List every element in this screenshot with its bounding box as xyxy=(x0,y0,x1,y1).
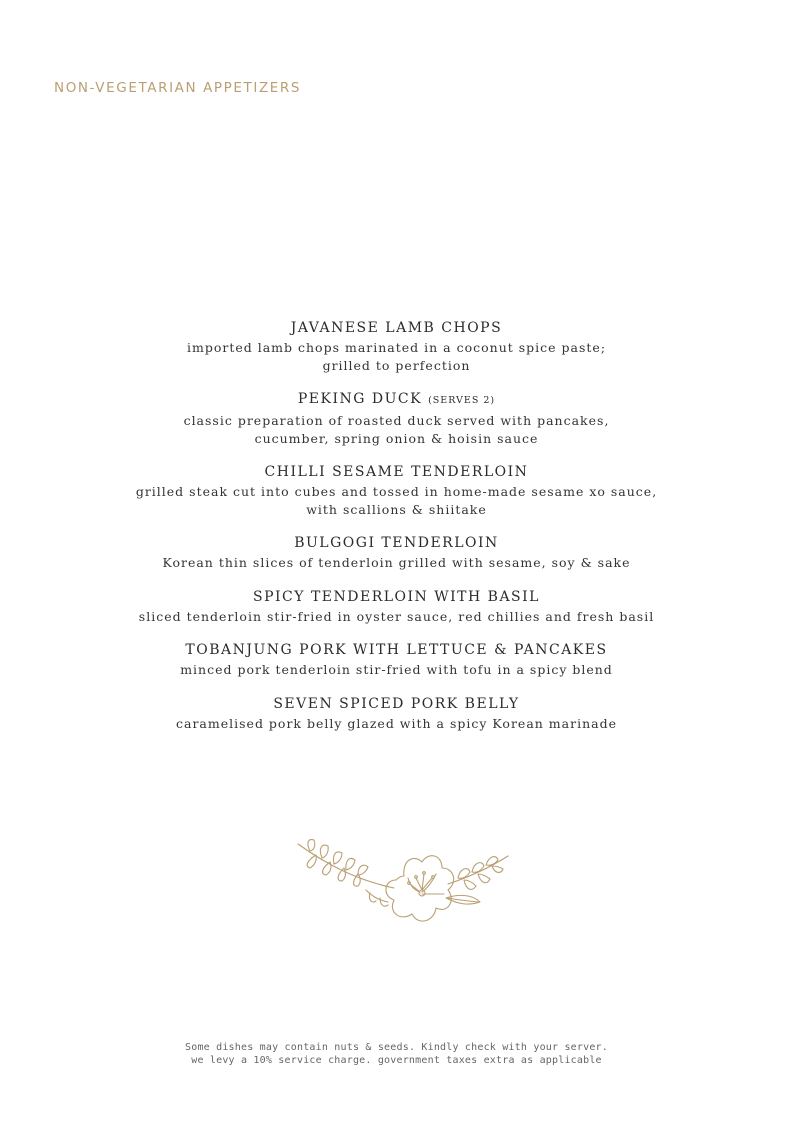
item-description-line: imported lamb chops marinated in a coconut spice paste; xyxy=(186,340,607,355)
menu-item xyxy=(0,389,793,447)
menu-list xyxy=(0,318,793,747)
footer-line-allergens: Some dishes may contain nuts & seeds. Kindly check with your server. xyxy=(185,1042,608,1053)
item-name: TOBANJUNG PORK WITH LETTUCE & PANCAKES xyxy=(185,642,608,658)
item-name: BULGOGI TENDERLOIN xyxy=(294,535,499,551)
item-name: PEKING DUCK xyxy=(297,391,423,407)
item-description xyxy=(0,715,793,733)
item-serving-note: (SERVES 2) xyxy=(428,395,496,406)
item-description xyxy=(0,483,793,518)
menu-item xyxy=(0,533,793,572)
item-description-line: classic preparation of roasted duck served with pancakes, xyxy=(183,413,610,428)
item-description xyxy=(0,412,793,447)
menu-item xyxy=(0,640,793,679)
item-description xyxy=(0,608,793,626)
item-name-row xyxy=(0,389,793,411)
item-description xyxy=(0,661,793,679)
item-name: JAVANESE LAMB CHOPS xyxy=(290,320,503,336)
section-title: NON-VEGETARIAN APPETIZERS xyxy=(54,80,302,96)
menu-item xyxy=(0,318,793,374)
item-name: CHILLI SESAME TENDERLOIN xyxy=(264,464,529,480)
item-description-line: minced pork tenderloin stir-fried with tofu in a spicy blend xyxy=(180,662,613,677)
menu-item xyxy=(0,694,793,733)
item-description xyxy=(0,554,793,572)
item-description-line: grilled steak cut into cubes and tossed in home-made sesame xo sauce, xyxy=(135,484,658,499)
menu-item xyxy=(0,462,793,518)
menu-item xyxy=(0,587,793,626)
item-description-line: sliced tenderloin stir-fried in oyster sauce, red chillies and fresh basil xyxy=(138,608,655,624)
item-description-line: cucumber, spring onion & hoisin sauce xyxy=(254,430,539,446)
item-description xyxy=(0,339,793,374)
footer-line-charges: we levy a 10% service charge. government taxes extra as applicable xyxy=(191,1055,602,1066)
item-name: SEVEN SPICED PORK BELLY xyxy=(273,695,520,712)
floral-flourish-icon xyxy=(296,838,510,930)
item-name: SPICY TENDERLOIN WITH BASIL xyxy=(253,588,540,605)
item-description-line: grilled to perfection xyxy=(322,357,471,373)
item-description-line: Korean thin slices of tenderloin grilled with sesame, soy & sake xyxy=(162,555,631,570)
footer-notice xyxy=(0,1041,793,1067)
item-description-line: caramelised pork belly glazed with a spicy Korean marinade xyxy=(176,715,617,731)
item-description-line: with scallions & shiitake xyxy=(306,501,487,517)
